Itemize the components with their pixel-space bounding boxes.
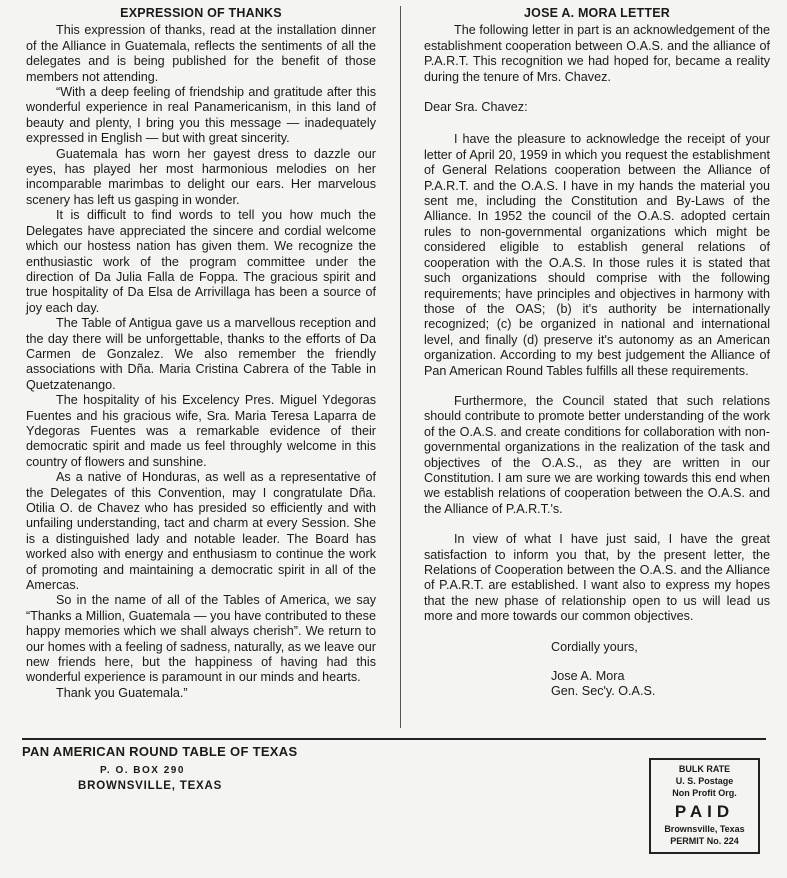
column-divider [400,6,401,728]
right-column [424,6,770,700]
left-paragraph: “With a deep feeling of friendship and gratitude after this wonderful experience in real Panamericanism, in this land of beauty and plenty, I bring you this message — inadequately expressed in English — but with great sincerity. [26,85,376,146]
permit-city: Brownsville, Texas [664,824,745,834]
postage-permit-box [649,758,760,854]
left-paragraph-closing: Thank you Guatemala.” [56,685,188,700]
signature-name: Jose A. Mora [551,669,625,684]
left-paragraph: The Table of Antigua gave us a marvellous reception and the day there will be unforgettable, thanks to the efforts of Da Carmen de Gonzalez. We also remember the friendly associations with Dña. Maria Cristina Cabrera of the Table in Quetzatenango. [26,316,376,392]
right-intro: The following letter in part is an acknowledgement of the establishment cooperation between O.A.S. and the alliance of P.A.R.T. This recognition we had hoped for, became a reality during the tenure of Mrs. Chavez. [424,23,770,84]
city-state: BROWNSVILLE, TEXAS [78,780,223,792]
salutation: Dear Sra. Chavez: [424,100,528,115]
organization-name: PAN AMERICAN ROUND TABLE OF TEXAS [22,744,298,759]
left-paragraph: So in the name of all of the Tables of America, we say “Thanks a Million, Guatemala — you have contributed to these happy memories which we shall always cherish”. We return to our homes with a feeling of sadness, naturally, as we leave our new friends here, but the happiness of having had this wonderful experience is paramount in our minds and hearts. [26,593,376,685]
left-paragraph: This expression of thanks, read at the installation dinner of the Alliance in Guatemala, reflects the sentiments of all the delegates and is being published for the benefit of those members not attending. [26,23,376,84]
po-box: P. O. BOX 290 [100,765,185,776]
footer-rule [22,738,766,740]
letter-paragraph: I have the pleasure to acknowledge the receipt of your letter of April 20, 1959 in which you request the establishment of General Relations cooperation between the Alliance of P.A.R.T. and the O.A.S. I have in my hands the material you sent me, including the Constitution and By-Laws of the Alliance. In 1952 the council of the O.A.S. adopted certain rules to non-governmental organizations which might be considered eligible to establish general relations of cooperation with the O.A.S. In those rules it is stated that such organizations should comprise with the following requirements; have principles and objectives in harmony with those of the OAS; (b) it's authority be internationally recognized; (c) be organized in national and international level, and finally (d) preserve it's autonomy as an American organization. According to my best judgement the Alliance of Pan American Round Tables fulfills all these requirements. [424,132,770,378]
left-paragraph: As a native of Honduras, as well as a representative of the Delegates of this Convention, may I congratulate Dña. Otilia O. de Chavez who has presided so efficiently and with unfailing understanding, tact and charm at every Session. She is a distinguished lady and notable leader. The Board has worked also with energy and enthusiasm to continue the work of promoting and maintaining a democratic spirit in all of the Amercas. [26,470,376,593]
left-heading: EXPRESSION OF THANKS [120,6,282,20]
letter-paragraph: In view of what I have just said, I have the great satisfaction to inform you that, by the present letter, the Relations of Cooperation between the O.A.S. and the Alliance of P.A.R.T. are established. I want also to express my hopes that the new phase of relationship open to us will lead us more and more towards our common objectives. [424,532,770,624]
left-paragraph: It is difficult to find words to tell you how much the Delegates have appreciated the sincere and cordial welcome which our hostess nation has given them. We recognize the enthusiastic work of the program committee under the direction of Da Julia Falla de Foppa. The gracious spirit and true hospitality of Da Elsa de Arrivillaga has been a source of joy each day. [26,208,376,315]
signature-title: Gen. Sec'y. O.A.S. [551,684,656,699]
letter-closing: Cordially yours, [551,639,638,654]
left-paragraph: Guatemala has worn her gayest dress to dazzle our eyes, has played her most harmonious melodies on her incomparable marimbas to delight our ears. Her marvelous scenery has left us gasping in wonder. [26,146,376,207]
mailing-address [22,744,297,792]
permit-nonprofit: Non Profit Org. [672,788,737,798]
left-paragraph: The hospitality of his Excelency Pres. Miguel Ydegoras Fuentes and his gracious wife, Sra. Maria Teresa Laparra de Ydegoras Fuentes was a remarkable evidence of their democratic spirit and made us feel throughly welcome in this country of flowers and sunshine. [26,393,376,469]
right-heading: JOSE A. MORA LETTER [524,6,670,20]
left-column [26,6,376,701]
permit-paid: PAID [674,802,735,821]
permit-bulk-rate: BULK RATE [678,764,731,774]
letter-paragraph: Furthermore, the Council stated that such relations should contribute to promote better understanding of the work of the O.A.S. and create conditions for collaboration with non-governmental organizations in the realization of the task and objectives of the O.A.S., as they are written in our Constitution. I am sure we are working towards this end when we establish relations of cooperation between the O.A.S. and the Alliance of P.A.R.T.'s. [424,393,770,516]
permit-number: PERMIT No. 224 [670,836,739,846]
permit-postage: U. S. Postage [675,776,734,786]
